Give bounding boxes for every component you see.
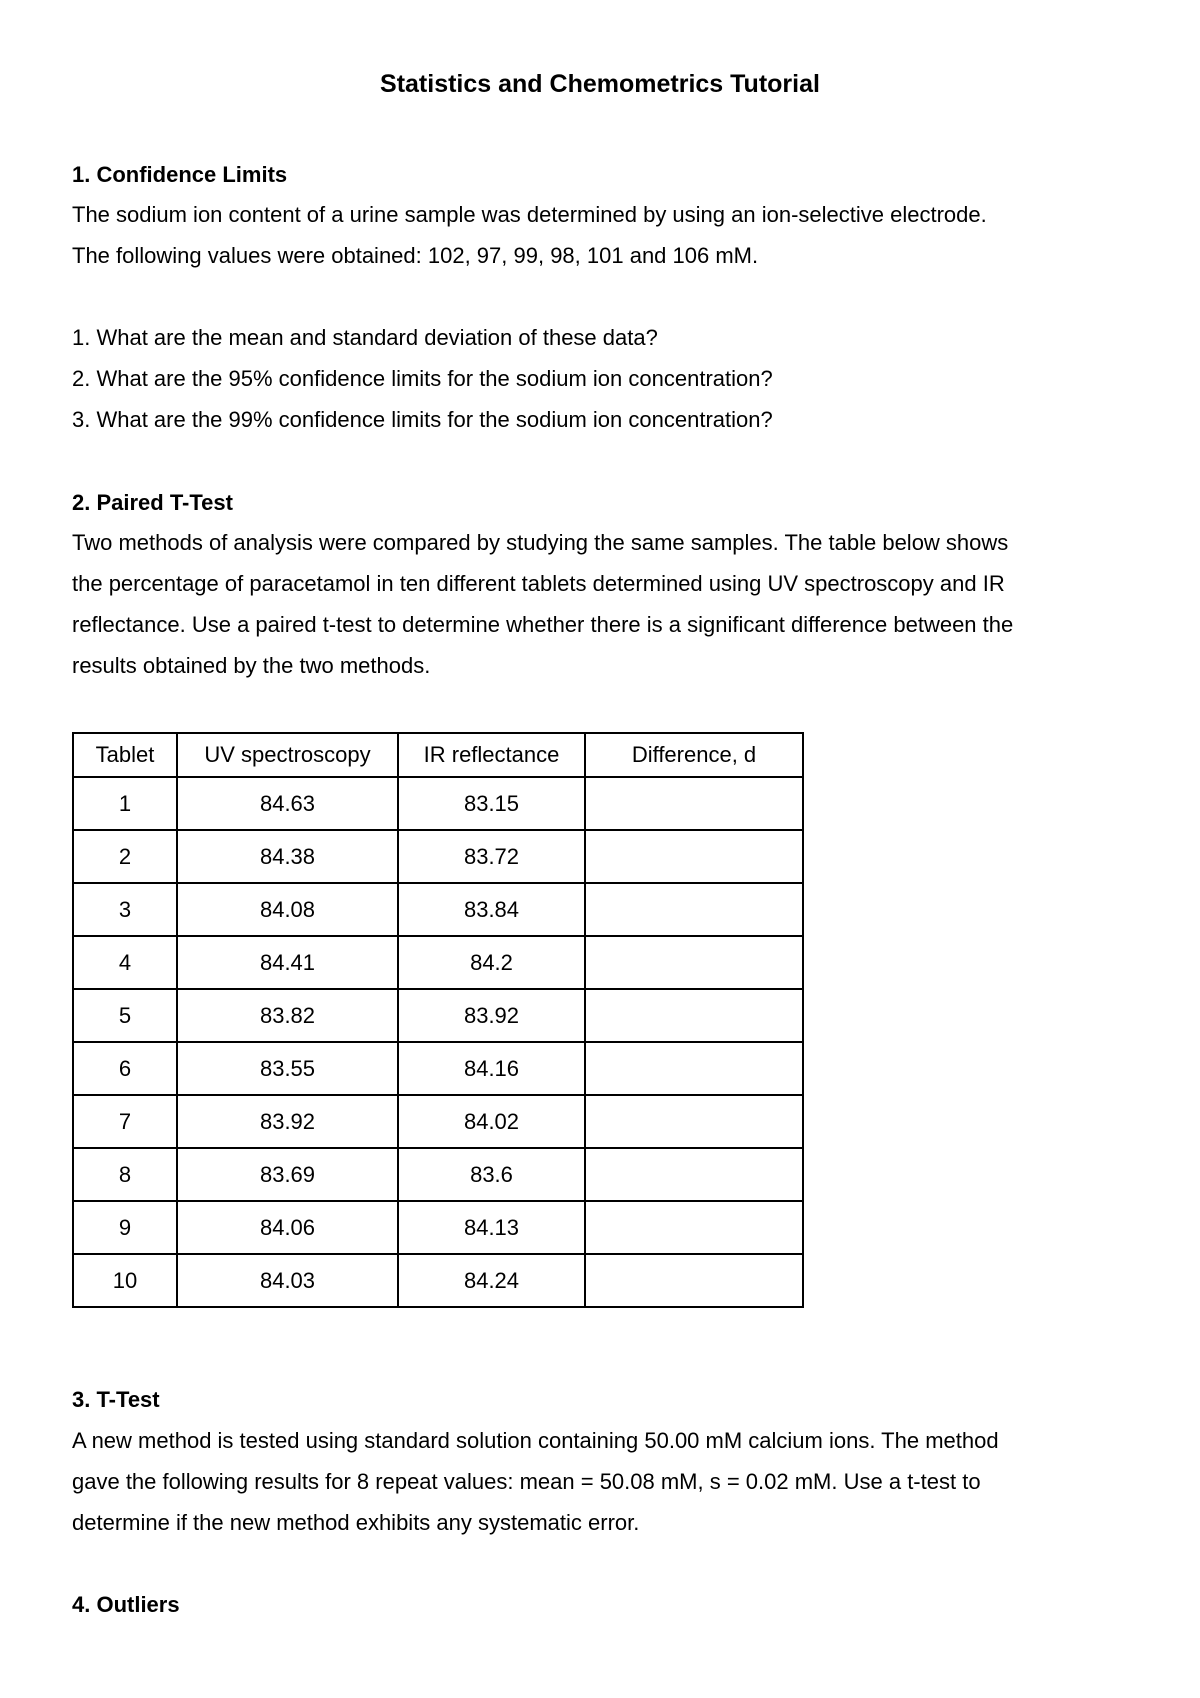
question-item: 2. What are the 95% confidence limits for the sodium ion concentration? <box>72 366 773 391</box>
table-row <box>73 936 803 989</box>
cell-ir: 84.2 <box>398 936 585 989</box>
cell-difference <box>585 1042 803 1095</box>
cell-difference <box>585 936 803 989</box>
column-header-tablet: Tablet <box>73 733 177 777</box>
cell-ir: 84.24 <box>398 1254 585 1307</box>
column-header-ir-reflectance: IR reflectance <box>398 733 585 777</box>
section-heading-paired-t-test: 2. Paired T-Test <box>72 490 233 515</box>
cell-ir: 83.6 <box>398 1148 585 1201</box>
table-row <box>73 1201 803 1254</box>
cell-ir: 83.84 <box>398 883 585 936</box>
cell-difference <box>585 989 803 1042</box>
cell-tablet: 3 <box>73 883 177 936</box>
cell-ir: 84.16 <box>398 1042 585 1095</box>
cell-uv: 84.06 <box>177 1201 398 1254</box>
section-text-t-test <box>72 1420 999 1543</box>
section-text-paired-t-test <box>72 522 1013 686</box>
cell-tablet: 7 <box>73 1095 177 1148</box>
cell-ir: 83.15 <box>398 777 585 830</box>
question-list <box>72 317 773 440</box>
paragraph-line: results obtained by the two methods. <box>72 653 431 678</box>
cell-uv: 84.08 <box>177 883 398 936</box>
table-row <box>73 1254 803 1307</box>
cell-difference <box>585 1254 803 1307</box>
cell-uv: 84.38 <box>177 830 398 883</box>
cell-uv: 84.03 <box>177 1254 398 1307</box>
cell-tablet: 1 <box>73 777 177 830</box>
table-row <box>73 883 803 936</box>
table-row <box>73 830 803 883</box>
table-row <box>73 777 803 830</box>
paragraph-line: The following values were obtained: 102, 97, 99, 98, 101 and 106 mM. <box>72 243 759 268</box>
cell-uv: 83.55 <box>177 1042 398 1095</box>
cell-ir: 83.72 <box>398 830 585 883</box>
cell-difference <box>585 883 803 936</box>
paracetamol-data-table <box>72 732 804 1308</box>
paragraph-line: reflectance. Use a paired t-test to determine whether there is a significant difference between the <box>72 612 1014 637</box>
table-row <box>73 1095 803 1148</box>
cell-tablet: 5 <box>73 989 177 1042</box>
cell-difference <box>585 777 803 830</box>
section-text-confidence-limits <box>72 194 987 276</box>
cell-uv: 83.92 <box>177 1095 398 1148</box>
cell-ir: 84.02 <box>398 1095 585 1148</box>
column-header-uv-spectroscopy: UV spectroscopy <box>177 733 398 777</box>
question-item: 3. What are the 99% confidence limits for the sodium ion concentration? <box>72 407 773 432</box>
cell-tablet: 10 <box>73 1254 177 1307</box>
cell-tablet: 6 <box>73 1042 177 1095</box>
cell-uv: 84.41 <box>177 936 398 989</box>
cell-tablet: 2 <box>73 830 177 883</box>
cell-uv: 83.82 <box>177 989 398 1042</box>
paragraph-line: The sodium ion content of a urine sample was determined by using an ion-selective electrode. <box>72 202 987 227</box>
paragraph-line: the percentage of paracetamol in ten different tablets determined using UV spectroscopy and IR <box>72 571 1005 596</box>
table-header-row <box>73 733 803 777</box>
cell-tablet: 4 <box>73 936 177 989</box>
table-row <box>73 1042 803 1095</box>
cell-difference <box>585 1201 803 1254</box>
cell-difference <box>585 1148 803 1201</box>
paragraph-line: gave the following results for 8 repeat values: mean = 50.08 mM, s = 0.02 mM. Use a t-test to <box>72 1469 981 1494</box>
cell-uv: 83.69 <box>177 1148 398 1201</box>
table-row <box>73 1148 803 1201</box>
cell-difference <box>585 1095 803 1148</box>
column-header-difference: Difference, d <box>585 733 803 777</box>
cell-difference <box>585 830 803 883</box>
section-heading-outliers: 4. Outliers <box>72 1592 180 1617</box>
paragraph-line: A new method is tested using standard solution containing 50.00 mM calcium ions. The method <box>72 1428 999 1453</box>
paragraph-line: determine if the new method exhibits any systematic error. <box>72 1510 640 1535</box>
document-title: Statistics and Chemometrics Tutorial <box>380 70 820 98</box>
cell-ir: 84.13 <box>398 1201 585 1254</box>
cell-tablet: 8 <box>73 1148 177 1201</box>
table-row <box>73 989 803 1042</box>
section-heading-confidence-limits: 1. Confidence Limits <box>72 162 288 187</box>
paragraph-line: Two methods of analysis were compared by studying the same samples. The table below shows <box>72 530 1009 555</box>
cell-tablet: 9 <box>73 1201 177 1254</box>
question-item: 1. What are the mean and standard deviation of these data? <box>72 325 658 350</box>
cell-uv: 84.63 <box>177 777 398 830</box>
cell-ir: 83.92 <box>398 989 585 1042</box>
section-heading-t-test: 3. T-Test <box>72 1387 160 1412</box>
